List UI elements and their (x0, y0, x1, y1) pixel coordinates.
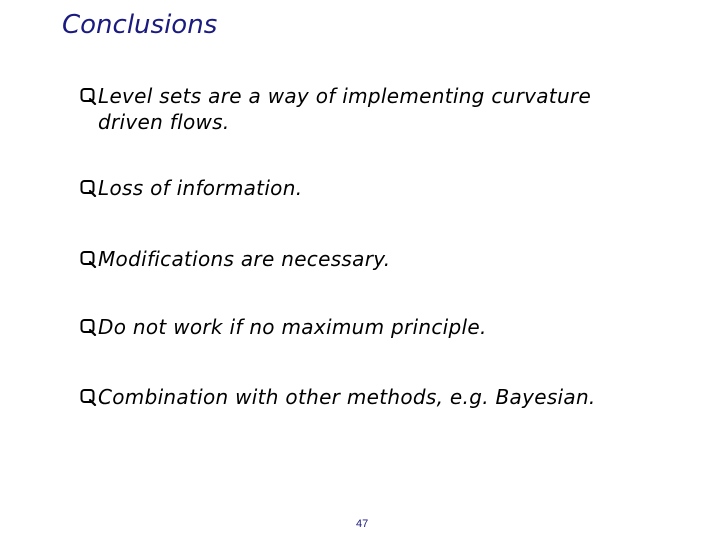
checkbox-bullet-icon (80, 87, 97, 105)
bullet-item (80, 314, 487, 340)
bullet-text: Combination with other methods, e.g. Bayesian. (98, 385, 596, 409)
bullet-text: Level sets are a way of implementing curvature driven flows. (98, 84, 592, 134)
bullet-item (80, 246, 390, 272)
bullet-item (80, 83, 591, 135)
bullet-text: Modifications are necessary. (98, 247, 391, 271)
bullet-item (80, 384, 596, 410)
checkbox-bullet-icon (80, 388, 97, 406)
slide-title: Conclusions (62, 10, 218, 40)
bullet-text: Loss of information. (98, 176, 303, 200)
bullet-item (80, 175, 302, 201)
checkbox-bullet-icon (80, 318, 97, 336)
bullet-text: Do not work if no maximum principle. (98, 315, 487, 339)
page-number: 47 (356, 518, 369, 530)
checkbox-bullet-icon (80, 250, 97, 268)
checkbox-bullet-icon (80, 179, 97, 197)
